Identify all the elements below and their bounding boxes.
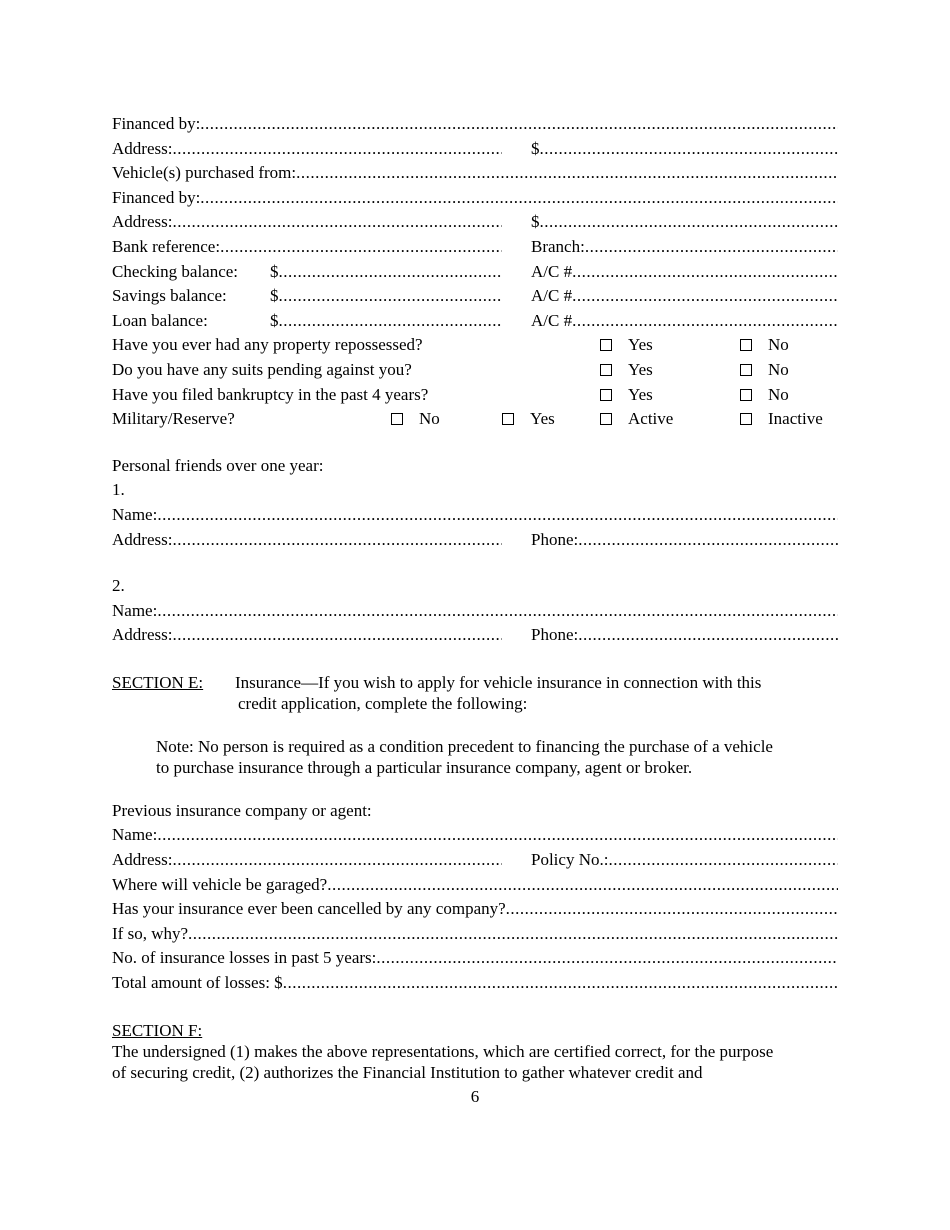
friend-2-address-row [112, 623, 838, 648]
military-active-option[interactable]: Active [600, 407, 673, 432]
bankruptcy-no-option[interactable]: No [740, 383, 789, 408]
section-e-line-1: Insurance—If you wish to apply for vehicle insurance in connection with this [235, 672, 762, 692]
why-label: If so, why? [112, 923, 189, 943]
insurance-name-row [112, 823, 838, 848]
checkbox-icon[interactable] [740, 364, 752, 376]
why-row [112, 922, 838, 947]
financed-by-field[interactable] [200, 186, 838, 211]
address-label: Address: [112, 625, 173, 645]
dollar-label: $ [270, 286, 279, 306]
policy-number-field[interactable] [608, 848, 838, 873]
account-number-field[interactable] [572, 260, 838, 285]
account-number-label: A/C # [531, 310, 573, 330]
spacer [112, 714, 838, 736]
loan-balance-row [112, 309, 838, 334]
loan-balance-label: Loan balance: [112, 310, 208, 330]
spacer [112, 778, 838, 799]
address-row-2 [112, 210, 838, 235]
name-label: Name: [112, 825, 158, 845]
amount-field[interactable] [540, 210, 839, 235]
insurance-name-field[interactable] [157, 823, 838, 848]
savings-balance-field[interactable] [279, 284, 503, 309]
savings-balance-label: Savings balance: [112, 286, 227, 306]
garaged-field[interactable] [327, 873, 838, 898]
total-losses-label: Total amount of losses: $ [112, 973, 283, 993]
financed-by-row-1 [112, 112, 838, 137]
suits-no-option[interactable]: No [740, 358, 789, 383]
address-label: Address: [112, 138, 173, 158]
checking-balance-label: Checking balance: [112, 261, 239, 281]
vehicle-purchased-field[interactable] [296, 161, 838, 186]
checkbox-icon[interactable] [740, 339, 752, 351]
bank-reference-label: Bank reference: [112, 236, 221, 256]
friend-2-number-row [112, 574, 838, 599]
checkbox-icon[interactable] [740, 389, 752, 401]
amount-label: $ [531, 212, 540, 232]
checking-balance-row [112, 260, 838, 285]
cancelled-field[interactable] [506, 897, 838, 922]
insurance-address-row [112, 848, 838, 873]
bank-reference-row [112, 235, 838, 260]
savings-balance-row [112, 284, 838, 309]
checkbox-icon[interactable] [600, 413, 612, 425]
why-field[interactable] [188, 922, 838, 947]
amount-field[interactable] [540, 137, 839, 162]
bankruptcy-yes-option[interactable]: Yes [600, 383, 653, 408]
friend-1-number-row [112, 478, 838, 503]
suits-question: Do you have any suits pending against you? [112, 359, 412, 379]
spacer [112, 432, 838, 454]
name-label: Name: [112, 504, 158, 524]
repossessed-yes-option[interactable]: Yes [600, 333, 653, 358]
bankruptcy-question-row [112, 383, 838, 408]
cancelled-label: Has your insurance ever been cancelled by any company? [112, 899, 506, 919]
address-label: Address: [112, 529, 173, 549]
form-page [112, 112, 838, 1083]
checkbox-icon[interactable] [600, 364, 612, 376]
spacer [112, 996, 838, 1020]
repossessed-question-row [112, 333, 838, 358]
total-losses-field[interactable] [283, 971, 838, 996]
losses-row [112, 946, 838, 971]
note-line-2: to purchase insurance through a particular insurance company, agent or broker. [156, 757, 693, 777]
section-f [112, 1020, 838, 1083]
financed-by-row-2 [112, 186, 838, 211]
suits-question-row [112, 358, 838, 383]
checkbox-icon[interactable] [600, 389, 612, 401]
bankruptcy-question: Have you filed bankruptcy in the past 4 years? [112, 384, 429, 404]
military-question-row [112, 407, 838, 432]
address-field[interactable] [172, 210, 502, 235]
friend-2-phone-field[interactable] [578, 623, 838, 648]
policy-number-label: Policy No.: [531, 850, 609, 870]
spacer [112, 552, 838, 574]
military-no-option[interactable]: No [391, 407, 440, 432]
spacer [112, 648, 838, 672]
financed-by-field[interactable] [200, 112, 838, 137]
checkbox-icon[interactable] [502, 413, 514, 425]
section-f-label: SECTION F: [112, 1020, 203, 1040]
financed-by-label: Financed by: [112, 114, 201, 133]
checking-balance-field[interactable] [279, 260, 503, 285]
friend-2-number: 2. [112, 576, 125, 596]
address-field[interactable] [172, 137, 502, 162]
military-yes-option[interactable]: Yes [502, 407, 555, 432]
garaged-label: Where will vehicle be garaged? [112, 874, 328, 894]
repossessed-no-option[interactable]: No [740, 333, 789, 358]
losses-field[interactable] [376, 946, 838, 971]
address-label: Address: [112, 212, 173, 232]
friend-2-address-field[interactable] [172, 623, 502, 648]
account-number-field[interactable] [572, 284, 838, 309]
checkbox-icon[interactable] [391, 413, 403, 425]
previous-insurance-heading: Previous insurance company or agent: [112, 800, 372, 820]
branch-label: Branch: [531, 236, 585, 256]
branch-field[interactable] [585, 235, 838, 260]
losses-label: No. of insurance losses in past 5 years: [112, 948, 377, 968]
section-e-label: SECTION E: [112, 672, 204, 692]
suits-yes-option[interactable]: Yes [600, 358, 653, 383]
total-losses-row [112, 971, 838, 996]
section-e-line-2: credit application, complete the following: [238, 693, 528, 713]
friend-2-name-row [112, 599, 838, 624]
friend-2-name-field[interactable] [157, 599, 838, 624]
insurance-address-field[interactable] [172, 848, 502, 873]
friend-1-name-row [112, 503, 838, 528]
section-f-line-2: of securing credit, (2) authorizes the Financial Institution to gather whatever credit and [112, 1062, 703, 1082]
insurance-note [112, 736, 838, 778]
friend-1-address-field[interactable] [172, 528, 502, 553]
military-inactive-option[interactable]: Inactive [740, 407, 823, 432]
bank-reference-field[interactable] [220, 235, 502, 260]
cancelled-row [112, 897, 838, 922]
friends-heading-row [112, 454, 838, 479]
account-number-label: A/C # [531, 286, 573, 306]
friend-1-phone-field[interactable] [578, 528, 838, 553]
section-f-line-1: The undersigned (1) makes the above representations, which are certified correct, for the purpose [112, 1041, 774, 1061]
friend-1-name-field[interactable] [157, 503, 838, 528]
page-number: 6 [470, 1087, 480, 1106]
dollar-label: $ [270, 261, 279, 281]
account-number-field[interactable] [572, 309, 838, 334]
repossessed-question: Have you ever had any property repossessed? [112, 335, 423, 355]
financed-by-label: Financed by: [112, 187, 201, 207]
address-label: Address: [112, 850, 173, 870]
phone-label: Phone: [531, 529, 579, 549]
amount-label: $ [531, 138, 540, 158]
military-question: Military/Reserve? [112, 409, 235, 429]
vehicle-purchased-row [112, 161, 838, 186]
note-line-1: Note: No person is required as a condition precedent to financing the purchase of a vehicle [156, 736, 773, 756]
name-label: Name: [112, 600, 158, 620]
vehicle-purchased-label: Vehicle(s) purchased from: [112, 163, 297, 183]
account-number-label: A/C # [531, 261, 573, 281]
loan-balance-field[interactable] [279, 309, 503, 334]
friend-1-number: 1. [112, 480, 125, 500]
section-e-intro [112, 672, 838, 714]
friends-heading: Personal friends over one year: [112, 455, 324, 475]
checkbox-icon[interactable] [740, 413, 752, 425]
previous-insurance-row [112, 799, 838, 824]
address-row-1 [112, 137, 838, 162]
checkbox-icon[interactable] [600, 339, 612, 351]
dollar-label: $ [270, 310, 279, 330]
friend-1-address-row [112, 528, 838, 553]
garaged-row [112, 873, 838, 898]
phone-label: Phone: [531, 625, 579, 645]
